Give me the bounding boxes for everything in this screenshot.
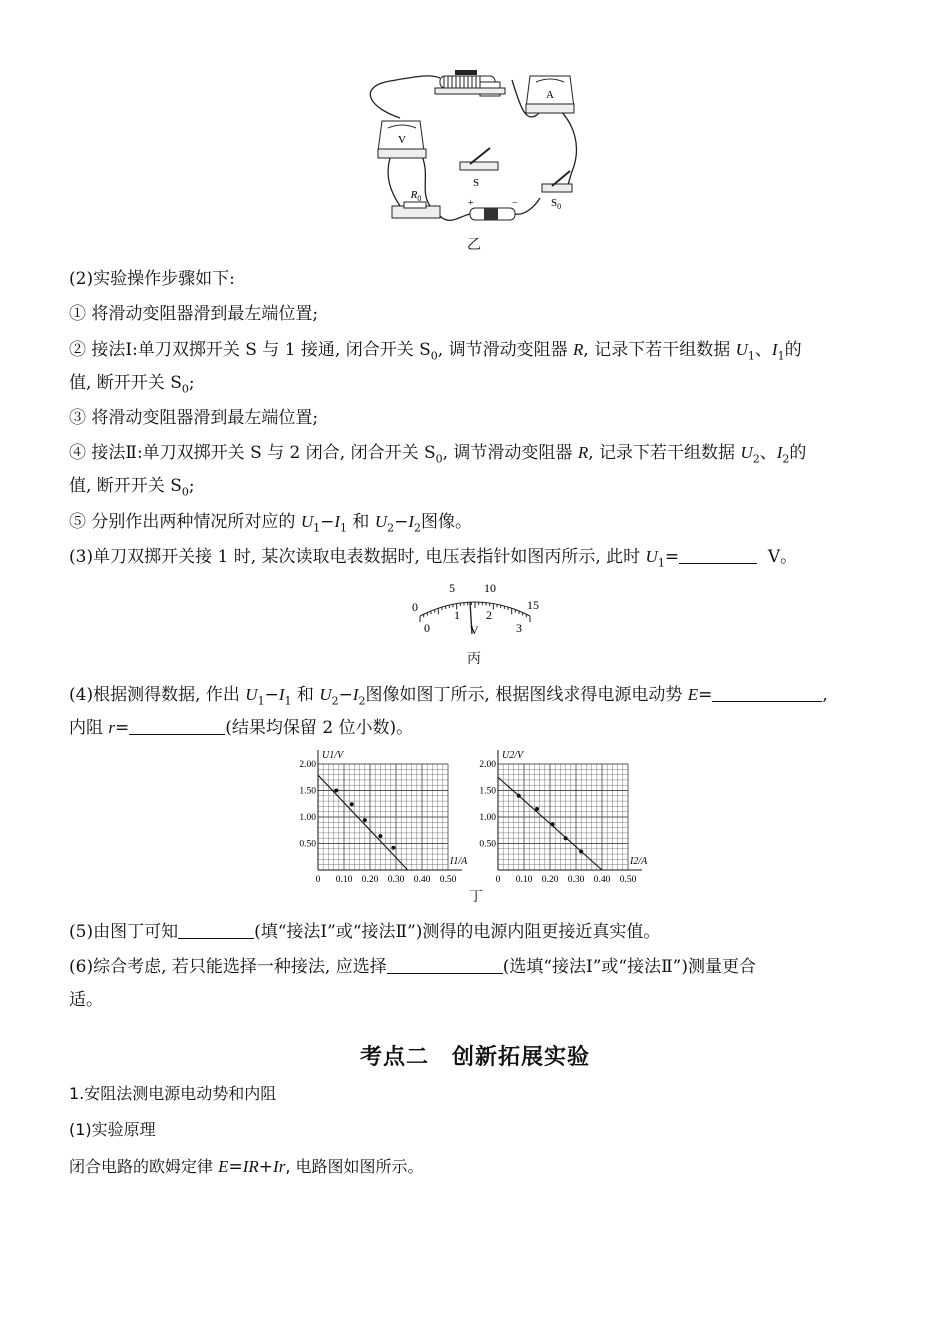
data-point xyxy=(564,836,568,840)
subsection-principle: (1)实验原理 xyxy=(69,1120,156,1139)
circuit-caption: 乙 xyxy=(467,237,481,253)
step-4: ④ 接法Ⅱ:单刀双掷开关 S 与 2 闭合, 闭合开关 $S_0$, 调节滑动变阻器 R, 记录下若干组数据 $U_2$、$I_2$的 xyxy=(69,443,807,466)
answer-blank-q6[interactable] xyxy=(387,955,503,974)
data-point xyxy=(551,822,555,826)
data-point xyxy=(334,789,338,793)
step-1: ① 将滑动变阻器滑到最左端位置; xyxy=(69,304,319,324)
question-6: (6)综合考虑, 若只能选择一种接法, 应选择 (选填“接法Ⅰ”或“接法Ⅱ”)测量更合 xyxy=(69,957,757,977)
y-axis-label: U2/V xyxy=(502,750,524,761)
data-point xyxy=(517,794,521,798)
x-tick-label: 0.10 xyxy=(515,875,533,885)
ammeter-icon xyxy=(526,76,574,113)
x-tick-label: 0 xyxy=(495,875,501,885)
y-tick-label: 1.50 xyxy=(479,786,496,797)
y-tick-label: 0.50 xyxy=(479,839,496,850)
answer-blank-emf[interactable] xyxy=(712,683,822,702)
x-tick-label: 0 xyxy=(315,875,321,885)
dial-bottom-1: 1 xyxy=(454,608,460,622)
svg-text:S: S xyxy=(472,177,480,189)
question-3: (3)单刀双掷开关接 1 时, 某次读取电表数据时, 电压表指针如图丙所示, 此时 $U_1= V$。 xyxy=(69,547,798,570)
subsection-1: 1.安阻法测电源电动势和内阻 xyxy=(69,1084,277,1103)
step-2: ② 接法Ⅰ:单刀双掷开关 S 与 1 接通, 闭合开关 $S_0$, 调节滑动变阻器 R, 记录下若干组数据 $U_1$、$I_1$的 xyxy=(69,340,802,363)
y-tick-label: 0.50 xyxy=(299,839,316,850)
y-axis-label: U1/V xyxy=(322,750,344,761)
x-axis-label: I1/A xyxy=(450,856,468,867)
x-tick-label: 0.30 xyxy=(387,875,405,885)
rheostat-icon xyxy=(435,70,505,96)
battery-icon xyxy=(468,198,518,220)
x-tick-label: 0.50 xyxy=(619,875,637,885)
data-point xyxy=(391,846,395,850)
data-point xyxy=(535,807,539,811)
dial-top-10: 10 xyxy=(484,581,496,595)
dial-bottom-3: 3 xyxy=(516,621,522,635)
x-tick-label: 0.10 xyxy=(335,875,353,885)
question-5: (5)由图丁可知 (填“接法Ⅰ”或“接法Ⅱ”)测得的电源内阻更接近真实值。 xyxy=(69,922,661,942)
svg-text:−: − xyxy=(512,198,518,209)
y-tick-label: 2.00 xyxy=(479,760,496,770)
y-tick-label: 1.00 xyxy=(479,813,496,823)
question-4: (4)根据测得数据, 作出 $U_1-I_1$ 和 $U_2-I_2$图像如图丁所示, 根据图线求得电源电动势 E= , xyxy=(69,685,828,708)
question-6-cont: 适。 xyxy=(69,990,103,1010)
answer-blank-u1[interactable] xyxy=(679,545,757,564)
x-tick-label: 0.20 xyxy=(361,875,379,885)
dial-bottom-0: 0 xyxy=(424,621,430,635)
x-tick-label: 0.30 xyxy=(567,875,585,885)
switch-s-icon xyxy=(460,148,498,189)
svg-text:A: A xyxy=(546,89,554,101)
voltmeter-dial xyxy=(400,578,550,640)
x-axis-label: I2/A xyxy=(630,856,648,867)
svg-text:R0: $R_0$ xyxy=(410,189,422,203)
u2-i2-chart xyxy=(470,748,660,886)
answer-blank-r[interactable] xyxy=(129,716,225,735)
dial-unit: V xyxy=(470,623,479,637)
switch-s0-icon xyxy=(542,171,572,211)
x-tick-label: 0.40 xyxy=(413,875,431,885)
principle-text: 闭合电路的欧姆定律 E=IR+Ir, 电路图如图所示。 xyxy=(69,1157,424,1177)
data-point xyxy=(363,818,367,822)
dial-top-15: 15 xyxy=(527,598,539,612)
dial-top-0: 0 xyxy=(412,600,418,614)
step-5: ⑤ 分别作出两种情况所对应的 $U_1-I_1$ 和 $U_2-I_2$图像。 xyxy=(69,512,473,535)
y-tick-label: 1.00 xyxy=(299,813,316,823)
dial-top-5: 5 xyxy=(449,581,455,595)
step-2-cont: 值, 断开开关 $S_0$; xyxy=(69,373,195,396)
steps-intro: (2)实验操作步骤如下: xyxy=(69,269,235,289)
charts-caption: 丁 xyxy=(469,889,483,905)
data-point xyxy=(378,834,382,838)
x-tick-label: 0.20 xyxy=(541,875,559,885)
answer-blank-q5[interactable] xyxy=(178,920,254,939)
y-tick-label: 1.50 xyxy=(299,786,316,797)
svg-text:S0: $S_0$ xyxy=(550,197,562,211)
section-title: 考点二 创新拓展实验 xyxy=(359,1045,590,1070)
svg-text:V: V xyxy=(398,134,406,146)
step-3: ③ 将滑动变阻器滑到最左端位置; xyxy=(69,408,319,428)
step-4-cont: 值, 断开开关 $S_0$; xyxy=(69,476,195,499)
svg-text:+: + xyxy=(468,198,474,209)
u1-i1-chart xyxy=(290,748,470,886)
voltmeter-icon xyxy=(378,121,426,158)
resistor-r0-icon xyxy=(392,189,440,218)
circuit-diagram xyxy=(360,66,600,226)
data-point xyxy=(579,849,583,853)
dial-caption: 丙 xyxy=(467,651,481,667)
question-4-cont: 内阻 r= (结果均保留 2 位小数)。 xyxy=(69,718,414,738)
data-point xyxy=(350,802,354,806)
x-tick-label: 0.40 xyxy=(593,875,611,885)
dial-bottom-2: 2 xyxy=(486,608,492,622)
y-tick-label: 2.00 xyxy=(299,760,316,770)
fit-line xyxy=(318,775,408,870)
x-tick-label: 0.50 xyxy=(439,875,457,885)
